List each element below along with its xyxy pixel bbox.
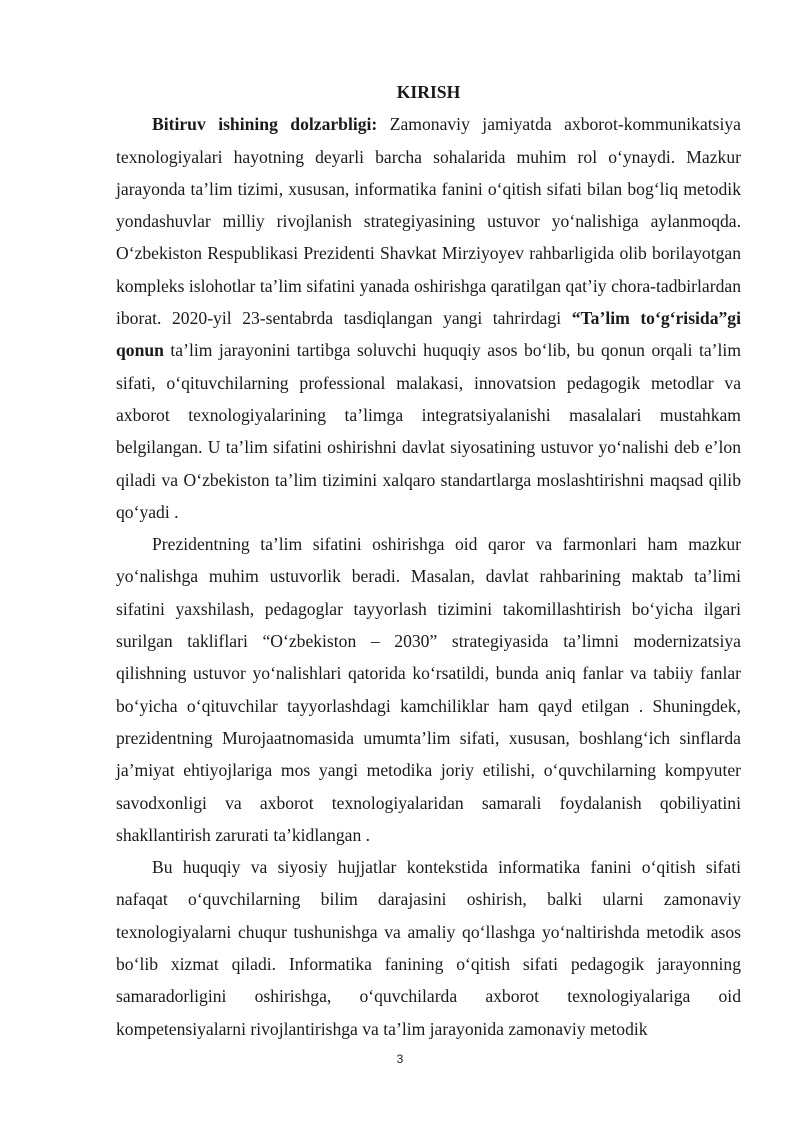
page-title: KIRISH — [396, 82, 461, 102]
paragraph-text: Zamonaviy jamiyatda axborot-kommunikatsiya texnologiyalari hayotning deyarli barcha sohalarida muhim rol o‘ynaydi. Mazkur jarayonda ta’lim tizimi, xususan, informatika fanini o‘qitish sifati bilan bog‘liq metodik yondashuvlar milliy rivojlanish strategiyasining ustuvor yo‘nalishiga aylanmoqda. O‘zbekiston Respublikasi Prezidenti Shavkat Mirziyoyev rahbarligida olib borilayotgan kompleks islohotlar ta’lim sifatini yanada oshirishga qaratilgan qat’iy chora-tadbirlardan iborat. 2020-yil 23-sentabrda tasdiqlangan yangi tahrirdagi — [116, 114, 741, 329]
law-title: “Ta’lim to‘g‘risida”gi qonun — [116, 308, 741, 361]
page-body — [116, 76, 741, 1045]
paragraph-legal-context: Bu huquqiy va siyosiy hujjatlar kontekstida informatika fanini o‘qitish sifati nafaqat o‘quvchilarning bilim darajasini oshirish, balki ularni zamonaviy texnologiyalarni chuqur tushunishga va amaliy qo‘llashga yo‘naltirishda metodik asos bo‘lib xizmat qiladi. Informatika fanining o‘qitish sifati pedagogik jarayonning samaradorligini oshirishga, o‘quvchilarda axborot texnologiyalariga oid kompetensiyalarni rivojlantirishga va ta’lim jarayonida zamonaviy metodik — [116, 857, 741, 1039]
relevance-lead: Bitiruv ishining dolzarbligi: — [152, 114, 378, 135]
paragraph-president-decrees: Prezidentning ta’lim sifatini oshirishga oid qaror va farmonlari ham mazkur yo‘nalishga muhim ustuvorlik beradi. Masalan, davlat rahbarining maktab ta’limi sifatini yaxshilash, pedagoglar tayyorlash tizimini takomillashtirish bo‘yicha ilgari surilgan takliflari “O‘zbekiston – 2030” strategiyasida ta’limni modernizatsiya qilishning ustuvor yo‘nalishlari qatorida ko‘rsatildi, bunda aniq fanlar va tabiiy fanlar bo‘yicha o‘qituvchilar tayyorlashdagi kamchiliklar ham qayd etilgan . Shuningdek, prezidentning Murojaatnomasida umumta’lim sifati, xususan, boshlang‘ich sinflarda ja’miyat ehtiyojlariga mos yangi metodika joriy etilishi, o‘quvchilarning kompyuter savodxonligi va axborot texnologiyalaridan samarali foydalanish qobiliyatini shakllantirish zarurati ta’kidlangan . — [116, 534, 741, 845]
page-number: 3 — [396, 1052, 404, 1066]
paragraph-text: ta’lim jarayonini tartibga soluvchi huquqiy asos bo‘lib, bu qonun orqali ta’lim sifati, o‘qituvchilarning professional malakasi, innovatsion pedagogik metodlar va axborot texnologiyalarining ta’limga integratsiyalanishi masalalari mustahkam belgilangan. U ta’lim sifatini oshirishni davlat siyosatining ustuvor yo‘nalishi deb e’lon qiladi va O‘zbekiston ta’lim tizimini xalqaro standartlarga moslashtirishni maqsad qilib qo‘yadi . — [116, 340, 741, 522]
paragraph-relevance — [116, 108, 741, 528]
